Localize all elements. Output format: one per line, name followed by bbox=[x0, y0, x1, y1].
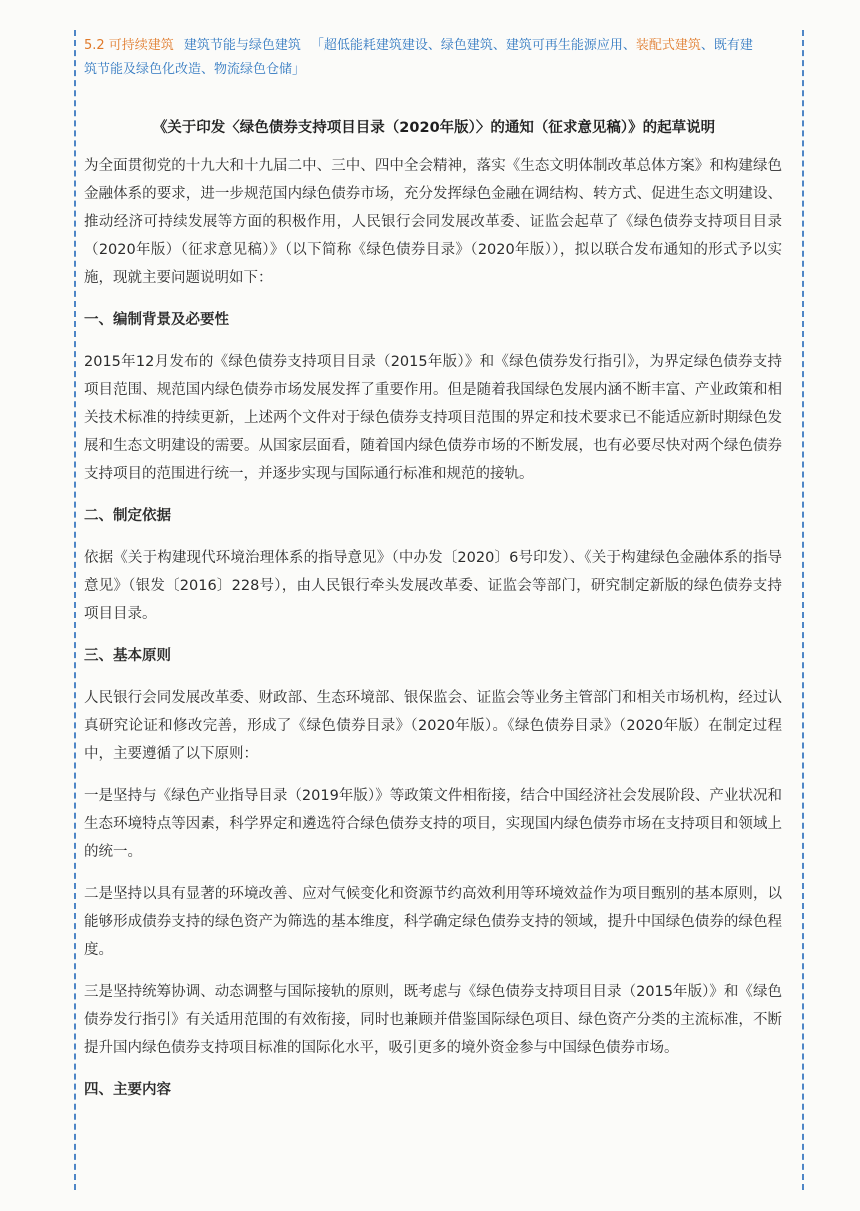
section-heading-principles: 三、基本原则 bbox=[84, 648, 171, 664]
paragraph-principles-intro: 人民银行会同发展改革委、财政部、生态环境部、银保监会、证监会等业务主管部门和相关市场机构，经过认真研究论证和修改完善，形成了《绿色债券目录》（2020年版）。《绿色债券目录》（2020年版）在制定过程中，主要遵循了以下原则： bbox=[84, 690, 782, 762]
section-topic-highlight: 装配式建筑 bbox=[635, 38, 701, 53]
intro-paragraph: 为全面贯彻党的十九大和十九届二中、三中、四中全会精神，落实《生态文明体制改革总体方案》和构建绿色金融体系的要求，进一步规范国内绿色债券市场，充分发挥绿色金融在调结构、转方式、促进生态文明建设、推动经济可持续发展等方面的积极作用，人民银行会同发展改革委、证监会起草了《绿色债券支持项目目录（2020年版）（征求意见稿）》（以下简称《绿色债券目录》（2020年版）），拟以联合发布通知的形式予以实施，现就主要问题说明如下： bbox=[84, 158, 782, 286]
section-topics-line2: 筑节能及绿色化改造、物流绿色仓储」 bbox=[84, 62, 306, 77]
section-header bbox=[84, 34, 784, 82]
paragraph-principle-2: 二是坚持以具有显著的环境改善、应对气候变化和资源节约高效利用等环境效益作为项目甄别的基本原则，以能够形成债券支持的绿色资产为筛选的基本维度，科学确定绿色债券支持的领域，提升中国绿色债券的绿色程度。 bbox=[84, 886, 782, 958]
paragraph-principle-3: 三是坚持统筹协调、动态调整与国际接轨的原则，既考虑与《绿色债券支持项目目录（2015年版）》和《绿色债券发行指引》有关适用范围的有效衔接，同时也兼顾并借鉴国际绿色项目、绿色资产分类的主流标准，不断提升国内绿色债券支持项目标准的国际化水平，吸引更多的境外资金参与中国绿色债券市场。 bbox=[84, 984, 782, 1056]
section-number: 5.2 可持续建筑 bbox=[84, 38, 174, 53]
paragraph-background: 2015年12月发布的《绿色债券支持项目目录（2015年版）》和《绿色债券发行指引》，为界定绿色债券支持项目范围、规范国内绿色债券市场发展发挥了重要作用。但是随着我国绿色发展内涵不断丰富、产业政策和相关技术标准的持续更新，上述两个文件对于绿色债券支持项目范围的界定和技术要求已不能适应新时期绿色发展和生态文明建设的需要。从国家层面看，随着国内绿色债券市场的不断发展，也有必要尽快对两个绿色债券支持项目的范围进行统一，并逐步实现与国际通行标准和规范的接轨。 bbox=[84, 354, 782, 482]
section-heading-basis: 二、制定依据 bbox=[84, 508, 171, 524]
section-topics-suffix: 、既有建 bbox=[700, 38, 753, 53]
paragraph-basis: 依据《关于构建现代环境治理体系的指导意见》（中办发〔2020〕6号印发）、《关于构建绿色金融体系的指导意见》（银发〔2016〕228号），由人民银行牵头发展改革委、证监会等部门，研究制定新版的绿色债券支持项目目录。 bbox=[84, 550, 782, 622]
section-topics-prefix: 「超低能耗建筑建设、绿色建筑、建筑可再生能源应用、 bbox=[310, 38, 636, 53]
section-heading-main-content: 四、主要内容 bbox=[84, 1082, 171, 1098]
section-category: 建筑节能与绿色建筑 bbox=[183, 38, 301, 53]
section-heading-background: 一、编制背景及必要性 bbox=[84, 312, 229, 328]
document-title: 《关于印发〈绿色债券支持项目目录（2020年版）〉的通知（征求意见稿）》的起草说明 bbox=[152, 120, 716, 136]
paragraph-principle-1: 一是坚持与《绿色产业指导目录（2019年版）》等政策文件相衔接，结合中国经济社会发展阶段、产业状况和生态环境特点等因素，科学界定和遴选符合绿色债券支持的项目，实现国内绿色债券市场在支持项目和领域上的统一。 bbox=[84, 788, 782, 860]
document-body bbox=[84, 152, 782, 1118]
